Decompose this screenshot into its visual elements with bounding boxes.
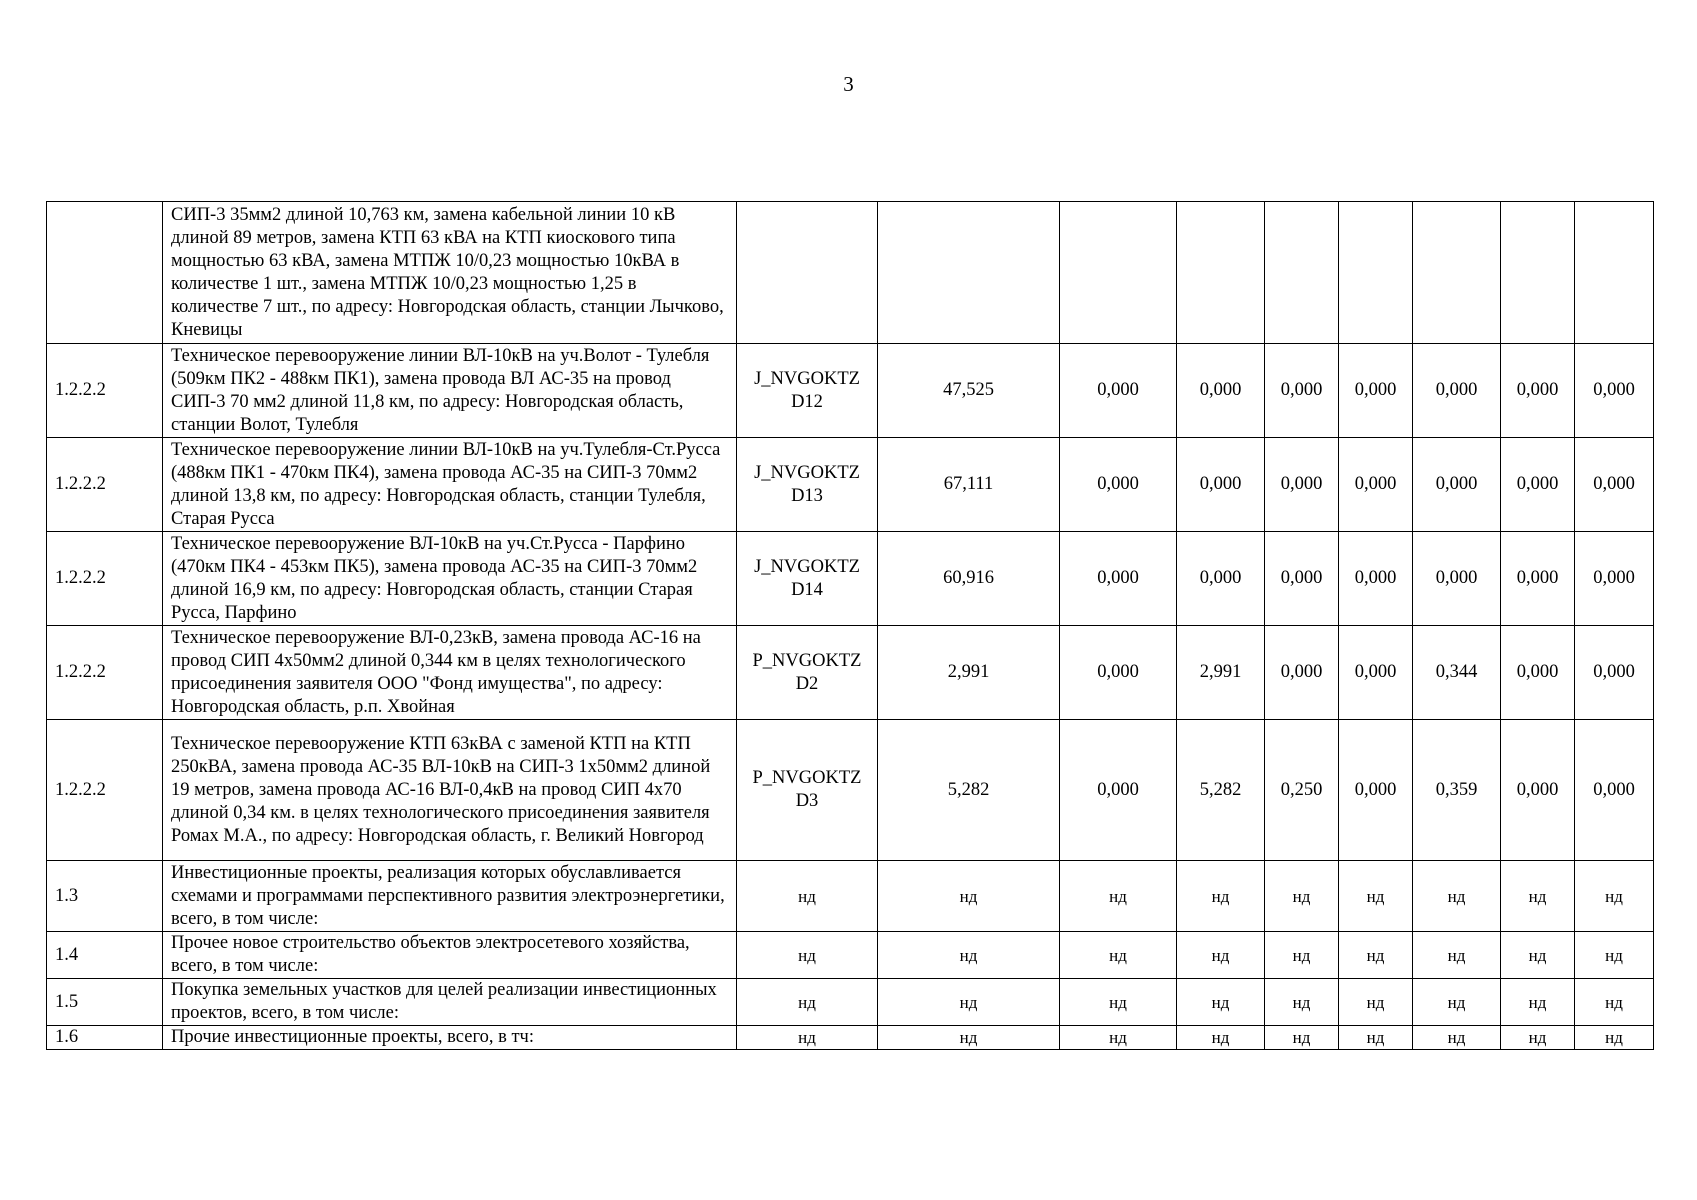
value-cell: 0,000 <box>1413 438 1501 532</box>
investment-table <box>46 201 1654 1050</box>
value-cell <box>1060 202 1177 344</box>
project-code: J_NVGOKTZ D14 <box>737 532 878 626</box>
value-cell: 0,000 <box>1177 344 1265 438</box>
value-cell: 2,991 <box>878 626 1060 720</box>
value-cell <box>1177 202 1265 344</box>
value-cell: 0,000 <box>1501 720 1575 861</box>
project-description: Техническое перевооружение ВЛ-10кВ на уч.Ст.Русса - Парфино (470км ПК4 - 453км ПК5), замена провода АС-35 на СИП-3 70мм2 длиной 16,9 км, по адресу: Новгородская область, станции Старая Русса, Парфино <box>163 532 737 626</box>
value-cell: 0,000 <box>1060 626 1177 720</box>
table-row <box>47 1026 1654 1050</box>
value-cell: нд <box>1177 861 1265 932</box>
value-cell: 60,916 <box>878 532 1060 626</box>
value-cell: нд <box>1339 861 1413 932</box>
page-number: 3 <box>843 72 854 96</box>
value-cell: нд <box>1265 979 1339 1026</box>
row-number: 1.2.2.2 <box>47 344 163 438</box>
value-cell: нд <box>1060 979 1177 1026</box>
value-cell: нд <box>1501 861 1575 932</box>
value-cell: нд <box>1060 861 1177 932</box>
project-description: Техническое перевооружение линии ВЛ-10кВ на уч.Волот - Тулебля (509км ПК2 - 488км ПК1), замена провода ВЛ АС-35 на провод СИП-3 70 мм2 длиной 11,8 км, по адресу: Новгородская область, станции Волот, Тулебля <box>163 344 737 438</box>
project-code: нд <box>737 979 878 1026</box>
value-cell: 47,525 <box>878 344 1060 438</box>
table-row <box>47 720 1654 861</box>
value-cell: нд <box>1339 932 1413 979</box>
value-cell: нд <box>1413 1026 1501 1050</box>
value-cell: нд <box>1413 979 1501 1026</box>
value-cell: 0,359 <box>1413 720 1501 861</box>
value-cell: нд <box>1501 1026 1575 1050</box>
value-cell: нд <box>1413 861 1501 932</box>
value-cell <box>878 202 1060 344</box>
project-code: P_NVGOKTZ D2 <box>737 626 878 720</box>
value-cell: 0,344 <box>1413 626 1501 720</box>
value-cell: 0,000 <box>1501 626 1575 720</box>
row-number: 1.3 <box>47 861 163 932</box>
value-cell: нд <box>1575 861 1654 932</box>
project-description: Техническое перевооружение КТП 63кВА с заменой КТП на КТП 250кВА, замена провода АС-35 ВЛ-10кВ на СИП-3 1х50мм2 длиной 19 метров, замена провода АС-16 ВЛ-0,4кВ на провод СИП 4х70 длиной 0,34 км. в целях технологического присоединения заявителя Ромах М.А., по адресу: Новгородская область, г. Великий Новгород <box>163 720 737 861</box>
row-number: 1.5 <box>47 979 163 1026</box>
table-row <box>47 626 1654 720</box>
value-cell: нд <box>1177 1026 1265 1050</box>
value-cell <box>1413 202 1501 344</box>
project-description: Техническое перевооружение линии ВЛ-10кВ на уч.Тулебля-Ст.Русса (488км ПК1 - 470км ПК4), замена провода АС-35 на СИП-3 70мм2 длиной 13,8 км, по адресу: Новгородская область, станции Тулебля, Старая Русса <box>163 438 737 532</box>
value-cell: нд <box>878 979 1060 1026</box>
value-cell: 0,000 <box>1060 438 1177 532</box>
value-cell: 5,282 <box>878 720 1060 861</box>
value-cell: 0,000 <box>1265 438 1339 532</box>
value-cell: 0,000 <box>1060 532 1177 626</box>
value-cell: 5,282 <box>1177 720 1265 861</box>
project-code: J_NVGOKTZ D13 <box>737 438 878 532</box>
value-cell: нд <box>1575 932 1654 979</box>
value-cell: 0,000 <box>1413 344 1501 438</box>
value-cell: нд <box>1177 979 1265 1026</box>
value-cell <box>1501 202 1575 344</box>
project-code: P_NVGOKTZ D3 <box>737 720 878 861</box>
value-cell: 0,000 <box>1501 532 1575 626</box>
project-code: нд <box>737 1026 878 1050</box>
value-cell: нд <box>1265 861 1339 932</box>
row-number: 1.2.2.2 <box>47 626 163 720</box>
table-row <box>47 932 1654 979</box>
table-row <box>47 979 1654 1026</box>
value-cell: 0,000 <box>1339 344 1413 438</box>
row-number: 1.2.2.2 <box>47 532 163 626</box>
value-cell: 0,000 <box>1413 532 1501 626</box>
table-row <box>47 344 1654 438</box>
value-cell: 0,000 <box>1177 532 1265 626</box>
project-description: Покупка земельных участков для целей реализации инвестиционных проектов, всего, в том числе: <box>163 979 737 1026</box>
value-cell: 0,000 <box>1575 720 1654 861</box>
value-cell: нд <box>1501 932 1575 979</box>
table-row <box>47 532 1654 626</box>
value-cell <box>1339 202 1413 344</box>
value-cell: нд <box>1265 932 1339 979</box>
row-number <box>47 202 163 344</box>
value-cell: нд <box>878 932 1060 979</box>
project-code <box>737 202 878 344</box>
value-cell: нд <box>878 1026 1060 1050</box>
value-cell: нд <box>878 861 1060 932</box>
value-cell: нд <box>1501 979 1575 1026</box>
value-cell: нд <box>1265 1026 1339 1050</box>
value-cell: 0,000 <box>1265 344 1339 438</box>
value-cell <box>1575 202 1654 344</box>
value-cell: 0,000 <box>1177 438 1265 532</box>
value-cell: нд <box>1339 1026 1413 1050</box>
value-cell: 0,000 <box>1575 626 1654 720</box>
table-row <box>47 202 1654 344</box>
project-description: СИП-3 35мм2 длиной 10,763 км, замена кабельной линии 10 кВ длиной 89 метров, замена КТП 63 кВА на КТП киоскового типа мощностью 63 кВА, замена МТПЖ 10/0,23 мощностью 10кВА в количестве 1 шт., замена МТПЖ 10/0,23 мощностью 1,25 в количестве 7 шт., по адресу: Новгородская область, станции Лычково, Кневицы <box>163 202 737 344</box>
value-cell: нд <box>1575 1026 1654 1050</box>
row-number: 1.6 <box>47 1026 163 1050</box>
project-code: J_NVGOKTZ D12 <box>737 344 878 438</box>
value-cell: 0,250 <box>1265 720 1339 861</box>
project-description: Прочие инвестиционные проекты, всего, в тч: <box>163 1026 737 1050</box>
value-cell: 0,000 <box>1265 626 1339 720</box>
value-cell: 0,000 <box>1339 532 1413 626</box>
value-cell: 0,000 <box>1339 720 1413 861</box>
value-cell: нд <box>1060 932 1177 979</box>
value-cell: 0,000 <box>1060 344 1177 438</box>
project-description: Техническое перевооружение ВЛ-0,23кВ, замена провода АС-16 на провод СИП 4х50мм2 длиной 0,344 км в целях технологического присоединения заявителя ООО "Фонд имущества", по адресу: Новгородская область, р.п. Хвойная <box>163 626 737 720</box>
value-cell <box>1265 202 1339 344</box>
value-cell: 0,000 <box>1501 438 1575 532</box>
value-cell: нд <box>1413 932 1501 979</box>
value-cell: 0,000 <box>1060 720 1177 861</box>
value-cell: 0,000 <box>1265 532 1339 626</box>
value-cell: нд <box>1060 1026 1177 1050</box>
table-row <box>47 861 1654 932</box>
value-cell: нд <box>1177 932 1265 979</box>
value-cell: 0,000 <box>1339 626 1413 720</box>
project-description: Инвестиционные проекты, реализация которых обуславливается схемами и программами перспективного развития электроэнергетики, всего, в том числе: <box>163 861 737 932</box>
value-cell: 0,000 <box>1575 438 1654 532</box>
row-number: 1.4 <box>47 932 163 979</box>
row-number: 1.2.2.2 <box>47 720 163 861</box>
value-cell: нд <box>1339 979 1413 1026</box>
value-cell: нд <box>1575 979 1654 1026</box>
table-row <box>47 438 1654 532</box>
project-code: нд <box>737 932 878 979</box>
project-code: нд <box>737 861 878 932</box>
value-cell: 2,991 <box>1177 626 1265 720</box>
value-cell: 0,000 <box>1501 344 1575 438</box>
value-cell: 0,000 <box>1575 532 1654 626</box>
value-cell: 0,000 <box>1339 438 1413 532</box>
value-cell: 0,000 <box>1575 344 1654 438</box>
project-description: Прочее новое строительство объектов электросетевого хозяйства, всего, в том числе: <box>163 932 737 979</box>
value-cell: 67,111 <box>878 438 1060 532</box>
row-number: 1.2.2.2 <box>47 438 163 532</box>
